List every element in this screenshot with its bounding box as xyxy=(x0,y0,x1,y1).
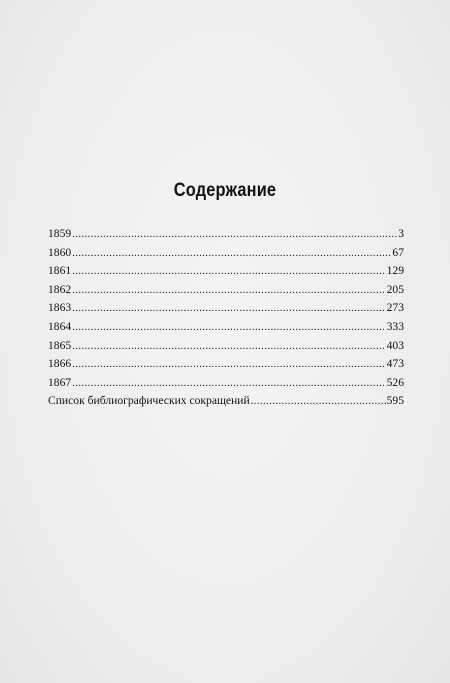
toc-entry-label: Список библиографических сокращений xyxy=(48,394,250,408)
toc-entry xyxy=(48,374,404,393)
leader-dots xyxy=(72,319,385,338)
toc-entry-label: 1859 xyxy=(48,227,72,240)
toc-entry-page: 273 xyxy=(386,301,404,315)
toc-entry xyxy=(48,225,404,244)
toc-entry xyxy=(48,262,404,281)
leader-dots xyxy=(72,338,385,357)
toc-entry-label: 1861 xyxy=(48,264,72,278)
leader-dots xyxy=(72,245,391,264)
toc-entry-page: 129 xyxy=(386,264,404,278)
toc-entry-label: 1864 xyxy=(48,319,72,333)
leader-dots xyxy=(251,393,386,412)
toc-entry-page: 595 xyxy=(386,394,404,408)
toc-entry xyxy=(48,337,404,356)
toc-entry-label: 1867 xyxy=(48,375,72,389)
toc-entry-page: 403 xyxy=(386,338,404,352)
leader-dots xyxy=(72,375,385,394)
toc-entry-page: 333 xyxy=(386,319,404,333)
toc-entry xyxy=(48,355,404,374)
leader-dots xyxy=(72,226,397,245)
toc-entry xyxy=(48,299,404,318)
toc-entry-page: 67 xyxy=(392,245,404,259)
toc-entry xyxy=(48,318,404,337)
toc-entry-page: 473 xyxy=(386,357,404,371)
toc-entry-page: 205 xyxy=(386,282,404,296)
toc-entry-page: 3 xyxy=(398,227,404,240)
toc-entry xyxy=(48,281,404,300)
table-of-contents xyxy=(48,225,404,411)
toc-entry-label: 1865 xyxy=(48,338,72,352)
toc-entry xyxy=(48,392,404,411)
leader-dots xyxy=(72,282,385,301)
toc-entry xyxy=(48,244,404,263)
leader-dots xyxy=(72,263,385,282)
toc-entry-label: 1860 xyxy=(48,245,72,259)
leader-dots xyxy=(72,356,385,375)
leader-dots xyxy=(72,300,385,319)
toc-entry-label: 1863 xyxy=(48,301,72,315)
toc-entry-label: 1866 xyxy=(48,357,72,371)
toc-entry-label: 1862 xyxy=(48,282,72,296)
page-title: Содержание xyxy=(173,180,277,201)
toc-entry-page: 526 xyxy=(386,375,404,389)
